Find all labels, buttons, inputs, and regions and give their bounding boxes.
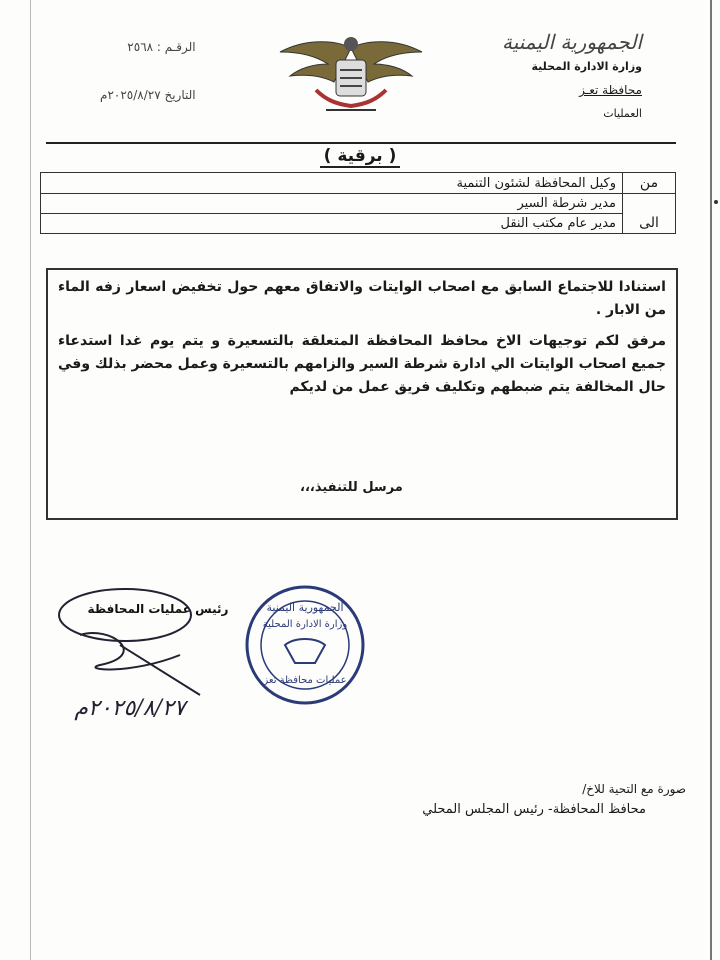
to-value-2: مدير عام مكتب النقل [41, 214, 623, 234]
copy-to [422, 782, 686, 817]
ministry-name: وزارة الادارة المحلية [531, 60, 642, 73]
body-paragraph-2: مرفق لكم توجيهات الاخ محافظ المحافظة المتعلقة بالتسعيرة و يتم يوم غدا استدعاء جميع اصحاب الوايتات الي ادارة شرطة السير والزامهم بالتسعيرة وعمل محضر بذلك وفي حال المخالفة يتم ضبطهم وتكليف فريق عمل من لديكم [58, 333, 666, 395]
reference-block [100, 40, 196, 136]
stamp-line-2: وزارة الادارة المحلية [262, 619, 348, 630]
stamp-line-3: عمليات محافظة تعز [263, 675, 347, 686]
official-stamp-icon [247, 587, 363, 703]
copy-line-1: صورة مع التحية للاخ/ [582, 782, 686, 796]
stamp-line-1: الجمهورية اليمنية [266, 601, 344, 614]
send-note: مرسل للتنفيذ،،، [300, 480, 403, 495]
to-label: الى [623, 194, 676, 234]
from-label: من [623, 173, 676, 194]
signer-title: رئيس عمليات المحافظة [87, 602, 229, 616]
signature-and-stamp [40, 575, 390, 725]
handwritten-date: ٢٠٢٥/٨/٢٧م [74, 696, 186, 721]
header-rule [46, 142, 676, 144]
letter-date: التاريخ ٢٠٢٥/٨/٢٧م [100, 88, 196, 102]
copy-line-2: محافظ المحافظة- رئيس المجلس المحلي [422, 802, 646, 817]
to-value-1: مدير شرطة السير [41, 194, 623, 214]
from-value: وكيل المحافظة لشئون التنمية [41, 173, 623, 194]
reference-number: الرقـم : ٢٥٦٨ [127, 40, 196, 54]
governorate-name: محافظة تعـز [579, 83, 642, 97]
document-title: ( برقية ) [0, 146, 720, 166]
letterhead [502, 30, 642, 120]
scan-speck [714, 200, 718, 204]
body-paragraph-1: استنادا للاجتماع السابق مع اصحاب الوايتات والاتفاق معهم حول تخفيض اسعار زفه الماء من الابار . [58, 279, 666, 318]
eagle-emblem-icon [276, 30, 426, 120]
department-name: العمليات [603, 107, 642, 120]
republic-logotype: الجمهورية اليمنية [501, 30, 642, 54]
address-table [40, 172, 676, 234]
